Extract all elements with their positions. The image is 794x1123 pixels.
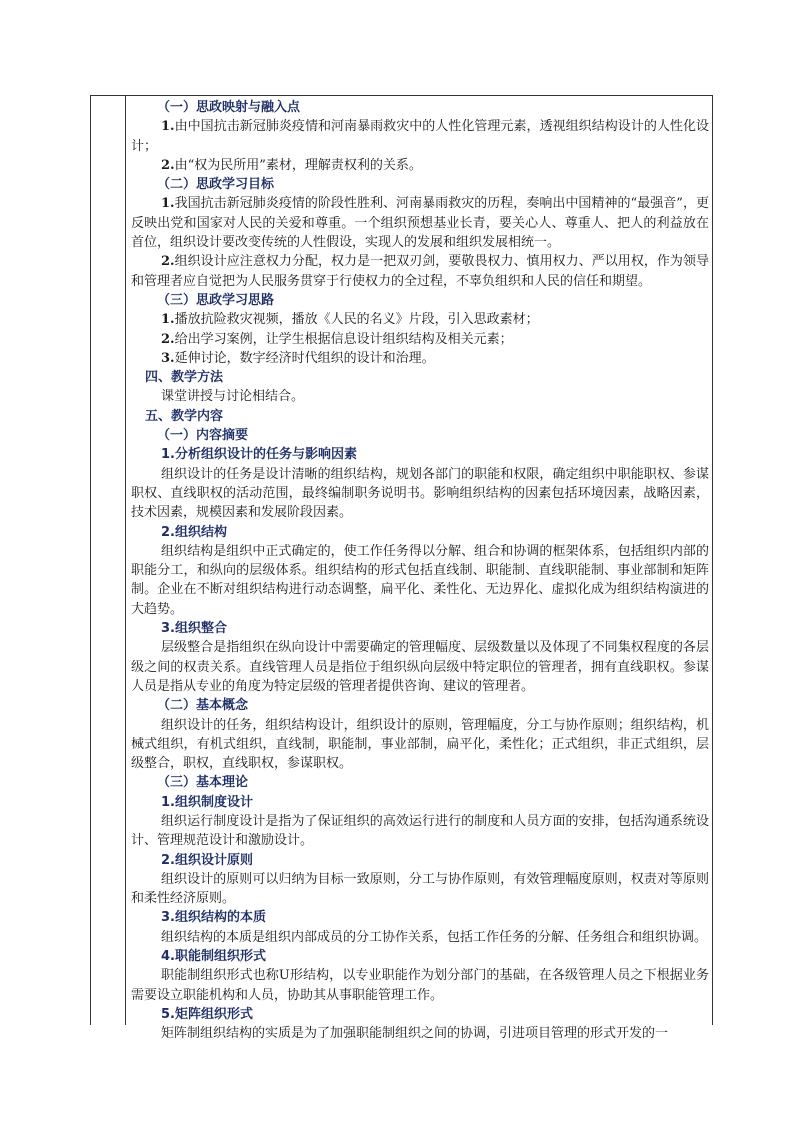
document-content [131, 98, 709, 1042]
subheading: 5.矩阵组织形式 [161, 1006, 253, 1022]
column-divider [125, 95, 126, 1025]
list-item: 3.延伸讨论，数字经济时代组织的设计和治理。 [161, 350, 435, 366]
list-item: 1.播放抗险救灾视频，播放《人民的名义》片段，引入思政素材； [161, 312, 539, 328]
list-item: 2.组织设计应注意权力分配，权力是一把双刃剑，要敬畏权力、慎用权力、严以用权，作为领导和管理者应自觉把为人民服务贯穿于行使权力的全过程，不辜负组织和人民的信任和期望。 [131, 254, 709, 289]
subheading: 2.组织结构 [161, 524, 227, 540]
paragraph: 组织设计的任务是设计清晰的组织结构，规划各部门的职能和权限，确定组织中职能职权、参谋职权、直线职权的活动范围，最终编制职务说明书。影响组织结构的因素包括环境因素，战略因素，技术因素，规模因素和发展阶段因素。 [131, 466, 709, 521]
section-heading-summary: （一）内容摘要 [157, 428, 249, 444]
paragraph: 组织结构的本质是组织内部成员的分工协作关系，包括工作任务的分解、任务组合和组织协调。 [161, 929, 708, 945]
list-item: 1.我国抗击新冠肺炎疫情的阶段性胜利、河南暴雨救灾的历程，奏响出中国精神的“最强音”，更反映出党和国家对人民的关爱和尊重。一个组织预想基业长青，要关心人、尊重人、把人的利益放在首位，组织设计要改变传统的人性假设，实现人的发展和组织发展相统一。 [131, 196, 709, 251]
paragraph: 层级整合是指组织在纵向设计中需要确定的管理幅度、层级数量以及体现了不同集权程度的各层级之间的权责关系。直线管理人员是指位于组织纵向层级中特定职位的管理者，拥有直线职权。参谋人员是指从专业的角度为特定层级的管理者提供咨询、建议的管理者。 [131, 640, 709, 694]
heading-teaching-content: 五、教学内容 [145, 408, 224, 424]
subheading: 3.组织结构的本质 [161, 910, 266, 926]
paragraph: 组织设计的原则可以归纳为目标一致原则，分工与协作原则，有效管理幅度原则，权责对等原则和柔性经济原则。 [131, 871, 709, 907]
subheading: 3.组织整合 [161, 621, 227, 637]
paragraph: 组织设计的任务，组织结构设计，组织设计的原则，管理幅度，分工与协作原则；组织结构，机械式组织，有机式组织，直线制，职能制，事业部制，扁平化，柔性化；正式组织，非正式组织，层级整合，职权，直线职权，参谋职权。 [131, 717, 709, 772]
section-heading-concepts: （二）基本概念 [157, 698, 249, 714]
list-item: 2.由“权为民所用”素材，理解责权利的关系。 [161, 157, 422, 173]
paragraph: 课堂讲授与讨论相结合。 [161, 389, 305, 405]
section-heading-goals: （二）思政学习目标 [157, 177, 275, 193]
subheading: 2.组织设计原则 [161, 852, 253, 868]
paragraph: 职能制组织形式也称U形结构，以专业职能作为划分部门的基础，在各级管理人员之下根据业务需要设立职能机构和人员，协助其从事职能管理工作。 [131, 968, 709, 1003]
subheading: 1.组织制度设计 [161, 794, 253, 810]
section-heading-approach: （三）思政学习思路 [157, 292, 275, 308]
paragraph: 矩阵制组织结构的实质是为了加强职能制组织之间的协调，引进项目管理的形式开发的一 [161, 1026, 669, 1042]
list-item: 2.给出学习案例，让学生根据信息设计组织结构及相关元素； [161, 331, 513, 347]
subheading: 4.职能制组织形式 [161, 949, 266, 965]
section-heading-mapping: （一）思政映射与融入点 [157, 100, 301, 115]
heading-teaching-method: 四、教学方法 [145, 370, 224, 386]
paragraph: 组织运行制度设计是指为了保证组织的高效运行进行的制度和人员方面的安排，包括沟通系统设计、管理规范设计和激励设计。 [131, 813, 709, 849]
section-heading-theory: （三）基本理论 [157, 775, 249, 791]
paragraph: 组织结构是组织中正式确定的，使工作任务得以分解、组合和协调的框架体系，包括组织内部的职能分工，和纵向的层级体系。组织结构的形式包括直线制、职能制、直线职能制、事业部制和矩阵制。企业在不断对组织结构进行动态调整，扁平化、柔性化、无边界化、虚拟化成为组织结构演进的大趋势。 [131, 543, 709, 617]
list-item: 1.由中国抗击新冠肺炎疫情和河南暴雨救灾中的人性化管理元素，透视组织结构设计的人性化设计； [131, 119, 709, 154]
subheading: 1.分析组织设计的任务与影响因素 [161, 447, 357, 463]
